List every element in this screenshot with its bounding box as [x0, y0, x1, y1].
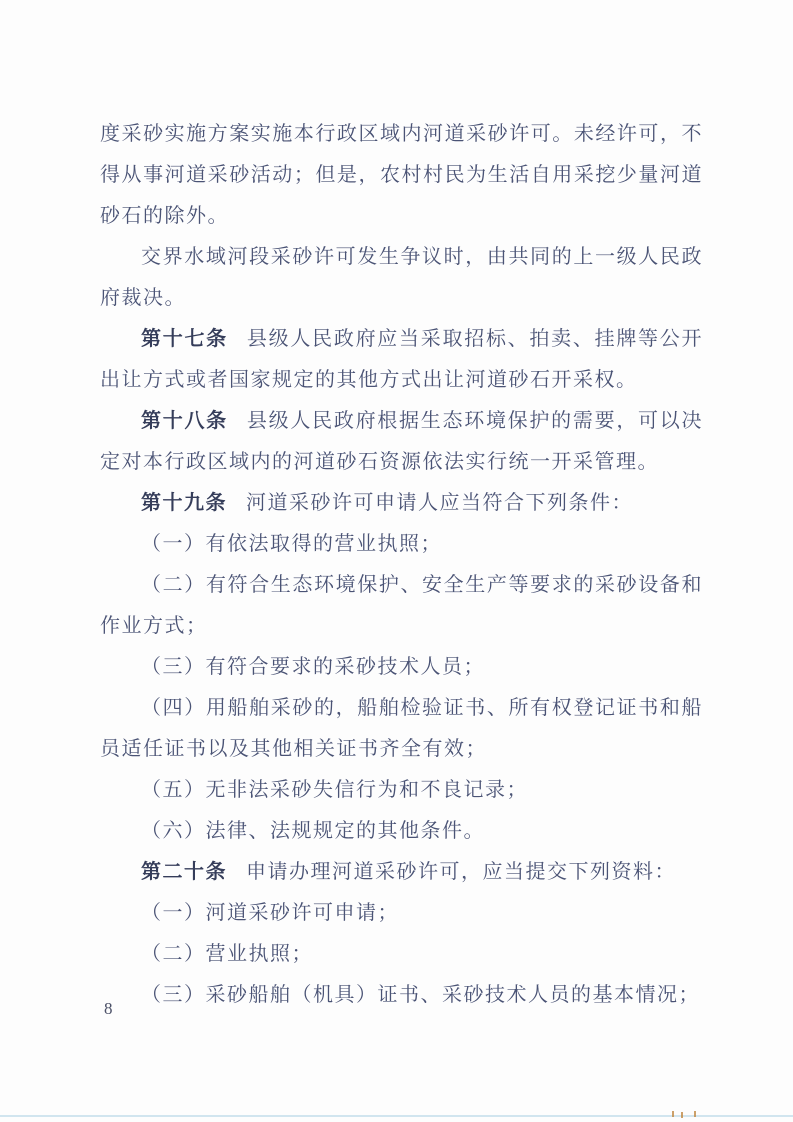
- page-number: 8: [104, 999, 113, 1018]
- paragraph-text: 县级人民政府应当采取招标、拍卖、挂牌等公开出让方式或者国家规定的其他方式出让河道砂石开采权。: [100, 328, 704, 391]
- article-20-item-1: [100, 893, 703, 934]
- article-number: 第二十条: [141, 861, 227, 883]
- scan-edge-artifact-line: [0, 1115, 793, 1117]
- paragraph-text: （四）用船舶采砂的，船舶检验证书、所有权登记证书和船员适任证书以及其他相关证书齐全有效；: [100, 697, 703, 760]
- article-19-item-1: [100, 524, 703, 565]
- article-number: 第十七条: [141, 328, 228, 350]
- paragraph-boundary-waters-dispute: [100, 237, 703, 319]
- paragraph-text: （二）有符合生态环境保护、安全生产等要求的采砂设备和作业方式；: [100, 574, 703, 637]
- article-19-item-5: [100, 770, 703, 811]
- paragraph-text: （二）营业执照；: [141, 943, 313, 965]
- article-number: 第十八条: [141, 410, 228, 432]
- article-18: [100, 401, 703, 483]
- article-20-item-2: [100, 934, 703, 975]
- paragraph-text: 县级人民政府根据生态环境保护的需要，可以决定对本行政区域内的河道砂石资源依法实行统一开采管理。: [100, 410, 704, 473]
- paragraph-text: 交界水域河段采砂许可发生争议时，由共同的上一级人民政府裁决。: [100, 246, 703, 309]
- paragraph-text: 度采砂实施方案实施本行政区域内河道采砂许可。未经许可，不得从事河道采砂活动；但是，农村村民为生活自用采挖少量河道砂石的除外。: [100, 123, 703, 227]
- paragraph-text: （三）采砂船舶（机具）证书、采砂技术人员的基本情况；: [141, 984, 700, 1006]
- paragraph-text: （六）法律、法规规定的其他条件。: [141, 820, 485, 842]
- paragraph-text: （五）无非法采砂失信行为和不良记录；: [141, 779, 528, 801]
- article-19-item-6: [100, 811, 703, 852]
- paragraph-text: （一）河道采砂许可申请；: [141, 902, 399, 924]
- paragraph-text: （一）有依法取得的营业执照；: [141, 533, 442, 555]
- article-20: [100, 852, 703, 893]
- paragraph-text: 河道采砂许可申请人应当符合下列条件：: [246, 492, 633, 514]
- article-19-item-2: [100, 565, 703, 647]
- paragraph-annual-plan-continuation: [100, 114, 703, 237]
- article-17: [100, 319, 703, 401]
- article-number: 第十九条: [141, 492, 227, 514]
- article-20-item-3: [100, 975, 703, 1016]
- article-19-item-4: [100, 688, 703, 770]
- document-body: [100, 114, 703, 1016]
- article-19: [100, 483, 703, 524]
- article-19-item-3: [100, 647, 703, 688]
- paragraph-text: （三）有符合要求的采砂技术人员；: [141, 656, 485, 678]
- paragraph-text: 申请办理河道采砂许可，应当提交下列资料：: [246, 861, 676, 883]
- scan-speck: [672, 1111, 674, 1117]
- scan-speck: [681, 1112, 683, 1118]
- scan-speck: [694, 1111, 696, 1117]
